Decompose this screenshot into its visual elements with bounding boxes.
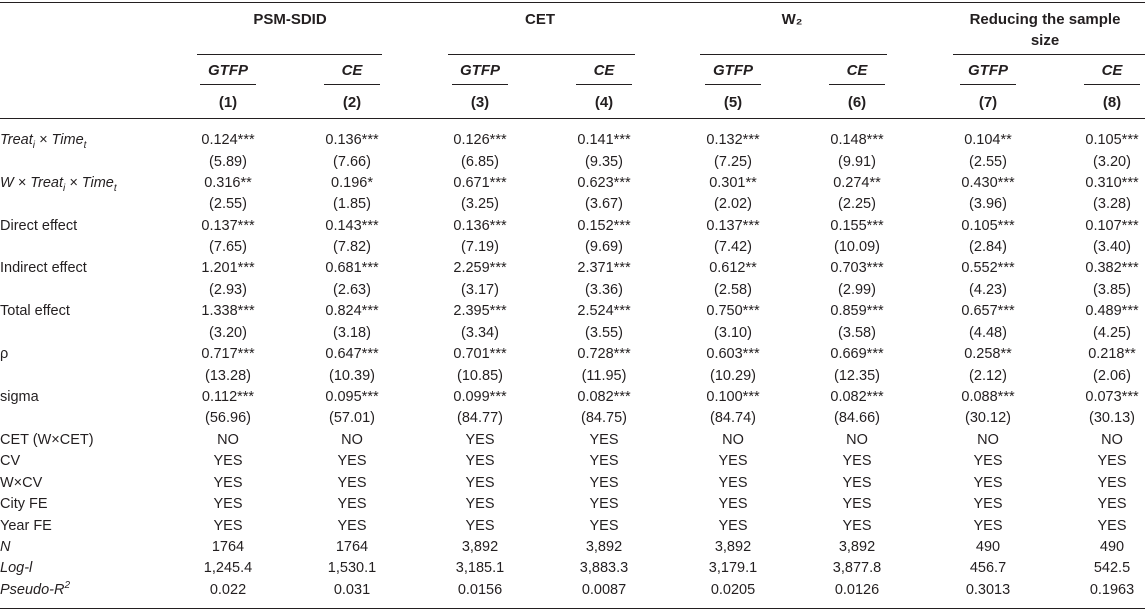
control-cell: YES [718, 496, 748, 513]
control-label [0, 538, 10, 556]
t-stat-cell: (2.63) [333, 281, 371, 298]
t-stat-cell: (1.85) [333, 196, 371, 213]
coef-cell: 0.717*** [201, 346, 255, 362]
t-stat-cell: (3.10) [714, 324, 752, 341]
control-cell: YES [589, 453, 619, 470]
coef-cell: 0.657*** [961, 303, 1015, 320]
control-label-text: Year FE [0, 517, 52, 534]
control-cell: 1,530.1 [327, 560, 377, 577]
control-cell: 0.0087 [581, 581, 627, 598]
t-stat-cell: (7.66) [333, 153, 371, 170]
coef-cell: 0.552*** [961, 260, 1015, 277]
coef-cell: 0.310*** [1085, 174, 1139, 191]
group-rule-3 [700, 54, 887, 55]
t-stat-cell: (57.01) [329, 410, 375, 427]
control-label [0, 517, 52, 535]
control-cell: 3,892 [714, 539, 752, 555]
row-label: ρ [0, 346, 9, 362]
subheader-rule-4 [576, 84, 632, 85]
control-label [0, 452, 20, 470]
t-stat-cell: (10.85) [457, 367, 503, 384]
t-stat-cell: (2.55) [209, 196, 247, 213]
control-cell: YES [842, 453, 872, 470]
coef-cell: 0.141*** [577, 132, 631, 148]
coef-cell: 0.124*** [201, 132, 255, 148]
t-stat-cell: (4.48) [969, 324, 1007, 341]
header-rule [0, 118, 1145, 119]
t-stat-cell: (3.17) [461, 281, 499, 298]
t-stat-cell: (12.35) [834, 367, 880, 384]
t-stat-cell: (7.65) [209, 239, 247, 256]
control-cell: 3,185.1 [455, 560, 505, 577]
t-stat-cell: (30.12) [965, 410, 1011, 427]
coef-cell: 0.095*** [325, 388, 379, 405]
control-cell: YES [465, 517, 495, 534]
coef-cell: 0.148*** [830, 132, 884, 148]
subheader-7: GTFP [968, 62, 1008, 79]
t-stat-cell: (2.55) [969, 153, 1007, 170]
control-cell: YES [589, 517, 619, 534]
control-cell: YES [337, 474, 367, 491]
control-label-text: CV [0, 453, 21, 470]
t-stat-cell: (2.93) [209, 281, 247, 298]
coef-cell: 0.612** [709, 260, 757, 277]
coef-cell: 0.603*** [706, 346, 760, 362]
group-rule-1 [197, 54, 382, 55]
control-label [0, 559, 32, 577]
top-rule [0, 2, 1145, 3]
row-label: Indirect effect [0, 260, 87, 277]
control-cell: YES [1097, 496, 1127, 513]
t-stat-cell: (56.96) [205, 410, 251, 427]
coef-cell: 2.371*** [577, 260, 631, 277]
t-stat-cell: (3.18) [333, 324, 371, 341]
t-stat-cell: (2.84) [969, 239, 1007, 256]
t-stat-cell: (9.35) [585, 153, 623, 170]
control-label [0, 495, 48, 513]
control-cell: YES [213, 474, 243, 491]
subheader-rule-6 [829, 84, 885, 85]
control-cell: YES [465, 474, 495, 491]
subheader-1: GTFP [208, 62, 248, 79]
t-stat-cell: (30.13) [1089, 410, 1135, 427]
coef-cell: 0.750*** [706, 303, 760, 320]
t-stat-cell: (84.74) [710, 410, 756, 427]
control-cell: YES [842, 496, 872, 513]
column-number-6: (6) [847, 94, 867, 111]
t-stat-cell: (84.66) [834, 410, 880, 427]
control-label [0, 431, 94, 449]
t-stat-cell: (10.39) [329, 367, 375, 384]
coef-cell: 0.137*** [706, 217, 760, 234]
coef-cell: 1.201*** [201, 260, 255, 277]
control-label-text: Log-l [0, 560, 33, 577]
coef-cell: 0.152*** [577, 217, 631, 234]
row-label: sigma [0, 388, 39, 405]
control-cell: YES [589, 474, 619, 491]
column-number-4: (4) [594, 94, 614, 111]
control-cell: 542.5 [1093, 560, 1131, 577]
coef-cell: 0.104** [964, 132, 1012, 148]
subheader-rule-1 [200, 84, 256, 85]
coef-cell: 0.669*** [830, 346, 884, 362]
control-cell: 0.0205 [710, 581, 756, 598]
group-header-w2: W₂ [781, 11, 803, 28]
bottom-rule [0, 608, 1145, 609]
control-cell: YES [337, 453, 367, 470]
column-number-3: (3) [470, 94, 490, 111]
subheader-4: CE [593, 62, 615, 79]
row-label: Direct effect [0, 217, 78, 234]
control-cell: YES [213, 453, 243, 470]
coef-cell: 0.155*** [830, 217, 884, 234]
control-cell: YES [1097, 517, 1127, 534]
coef-cell: 0.073*** [1085, 388, 1139, 405]
t-stat-cell: (3.85) [1093, 281, 1131, 298]
t-stat-cell: (3.25) [461, 196, 499, 213]
control-cell: NO [722, 432, 744, 448]
coef-cell: 0.430*** [961, 174, 1015, 191]
group-rule-2 [448, 54, 635, 55]
subheader-rule-8 [1084, 84, 1140, 85]
control-cell: YES [589, 496, 619, 513]
control-cell: YES [589, 432, 619, 448]
subheader-rule-3 [452, 84, 508, 85]
t-stat-cell: (2.58) [714, 281, 752, 298]
coef-cell: 0.136*** [325, 132, 379, 148]
t-stat-cell: (2.02) [714, 196, 752, 213]
control-cell: YES [973, 474, 1003, 491]
t-stat-cell: (6.85) [461, 153, 499, 170]
control-cell: YES [973, 453, 1003, 470]
coef-cell: 0.088*** [961, 388, 1015, 405]
subheader-3: GTFP [460, 62, 500, 79]
t-stat-cell: (3.36) [585, 281, 623, 298]
control-cell: NO [846, 432, 868, 448]
control-label [0, 581, 70, 599]
column-number-8: (8) [1102, 94, 1122, 111]
subheader-8: CE [1101, 62, 1123, 79]
coef-cell: 0.107*** [1085, 217, 1139, 234]
column-number-1: (1) [218, 94, 238, 111]
control-cell: YES [718, 474, 748, 491]
control-cell: NO [217, 432, 239, 448]
t-stat-cell: (2.99) [838, 281, 876, 298]
control-label-text: Pseudo-R [0, 581, 65, 598]
t-stat-cell: (5.89) [209, 153, 247, 170]
coef-cell: 0.728*** [577, 346, 631, 362]
coef-cell: 2.395*** [453, 303, 507, 320]
coef-cell: 0.701*** [453, 346, 507, 362]
control-cell: 0.3013 [965, 581, 1011, 598]
control-cell: 0.1963 [1089, 581, 1135, 598]
t-stat-cell: (3.20) [1093, 153, 1131, 170]
coef-cell: 0.099*** [453, 388, 507, 405]
subheader-2: CE [341, 62, 363, 79]
control-cell: YES [465, 496, 495, 513]
t-stat-cell: (10.09) [834, 239, 880, 256]
column-number-5: (5) [723, 94, 743, 111]
subheader-5: GTFP [713, 62, 753, 79]
coef-cell: 0.132*** [706, 132, 760, 148]
coef-cell: 0.274** [833, 174, 881, 191]
coef-cell: 0.647*** [325, 346, 379, 362]
subheader-rule-2 [324, 84, 380, 85]
control-label-text: W×CV [0, 474, 43, 491]
coef-cell: 0.489*** [1085, 303, 1139, 320]
row-label-w-treat-time: W × Treat$_i$ × Time$_t$ [0, 175, 117, 194]
t-stat-cell: (2.06) [1093, 367, 1131, 384]
t-stat-cell: (7.42) [714, 239, 752, 256]
control-cell: 3,892 [838, 539, 876, 555]
coef-cell: 0.137*** [201, 217, 255, 234]
coef-cell: 0.082*** [830, 388, 884, 405]
t-stat-cell: (9.69) [585, 239, 623, 256]
t-stat-cell: (3.28) [1093, 196, 1131, 213]
t-stat-cell: (3.58) [838, 324, 876, 341]
control-cell: 1764 [335, 539, 369, 555]
group-header-psm-sdid: PSM-SDID [253, 11, 327, 28]
t-stat-cell: (13.28) [205, 367, 251, 384]
t-stat-cell: (4.23) [969, 281, 1007, 298]
control-cell: 3,179.1 [708, 560, 758, 577]
coef-cell: 2.524*** [577, 303, 631, 320]
control-cell: YES [718, 517, 748, 534]
t-stat-cell: (2.25) [838, 196, 876, 213]
t-stat-cell: (4.25) [1093, 324, 1131, 341]
group-rule-4 [953, 54, 1145, 55]
t-stat-cell: (7.82) [333, 239, 371, 256]
coef-cell: 0.082*** [577, 388, 631, 405]
coef-cell: 0.136*** [453, 217, 507, 234]
t-stat-cell: (84.77) [457, 410, 503, 427]
control-cell: YES [842, 517, 872, 534]
coef-cell: 0.112*** [201, 388, 255, 405]
coef-cell: 0.301** [709, 174, 757, 191]
coef-cell: 0.218** [1088, 346, 1136, 362]
row-label-treat-time: Treat$_i$ × Time$_t$ [0, 132, 87, 151]
column-number-2: (2) [342, 94, 362, 111]
control-cell: YES [973, 496, 1003, 513]
coef-cell: 1.338*** [201, 303, 255, 320]
control-cell: 3,892 [585, 539, 623, 555]
coef-cell: 0.824*** [325, 303, 379, 320]
control-cell: YES [973, 517, 1003, 534]
group-header-cet: CET [525, 11, 555, 28]
t-stat-cell: (11.95) [581, 367, 627, 384]
control-label-text: City FE [0, 496, 48, 513]
coef-cell: 2.259*** [453, 260, 507, 277]
t-stat-cell: (84.75) [581, 410, 627, 427]
t-stat-cell: (7.25) [714, 153, 752, 170]
t-stat-cell: (3.20) [209, 324, 247, 341]
t-stat-cell: (3.40) [1093, 239, 1131, 256]
control-cell: NO [341, 432, 363, 448]
control-cell: 3,877.8 [832, 560, 882, 577]
control-cell: YES [337, 517, 367, 534]
subheader-6: CE [846, 62, 868, 79]
coef-cell: 0.671*** [453, 174, 507, 191]
coef-cell: 0.105*** [961, 217, 1015, 234]
control-cell: YES [1097, 474, 1127, 491]
control-label-text: N [0, 539, 11, 555]
t-stat-cell: (9.91) [838, 153, 876, 170]
control-cell: 1,245.4 [203, 560, 253, 577]
control-cell: 0.0156 [457, 581, 503, 598]
group-header-reducing-sample: Reducing the sample size [969, 11, 1121, 49]
control-cell: 3,883.3 [579, 560, 629, 577]
t-stat-cell: (3.67) [585, 196, 623, 213]
control-cell: YES [337, 496, 367, 513]
control-cell: 0.031 [333, 581, 371, 598]
control-cell: YES [213, 496, 243, 513]
control-cell: YES [465, 432, 495, 448]
row-label: Total effect [0, 303, 70, 320]
coef-cell: 0.100*** [706, 388, 760, 405]
t-stat-cell: (7.19) [461, 239, 499, 256]
t-stat-cell: (3.96) [969, 196, 1007, 213]
control-cell: 0.0126 [834, 581, 880, 598]
control-cell: 490 [975, 539, 1001, 555]
control-cell: YES [842, 474, 872, 491]
subheader-rule-7 [960, 84, 1016, 85]
column-number-7: (7) [978, 94, 998, 111]
coef-cell: 0.382*** [1085, 260, 1139, 277]
superscript-2: 2 [64, 579, 71, 591]
coef-cell: 0.126*** [453, 132, 507, 148]
control-cell: 490 [1099, 539, 1125, 555]
coef-cell: 0.105*** [1085, 132, 1139, 148]
coef-cell: 0.859*** [830, 303, 884, 320]
control-cell: NO [977, 432, 999, 448]
coef-cell: 0.316** [204, 174, 252, 191]
control-cell: NO [1101, 432, 1123, 448]
control-cell: YES [213, 517, 243, 534]
coef-cell: 0.143*** [325, 217, 379, 234]
coef-cell: 0.196* [331, 174, 373, 191]
t-stat-cell: (2.12) [969, 367, 1007, 384]
coef-cell: 0.681*** [325, 260, 379, 277]
coef-cell: 0.703*** [830, 260, 884, 277]
control-cell: 3,892 [461, 539, 499, 555]
control-cell: YES [718, 453, 748, 470]
coef-cell: 0.623*** [577, 174, 631, 191]
control-cell: YES [465, 453, 495, 470]
control-cell: 456.7 [969, 560, 1007, 577]
subheader-rule-5 [705, 84, 761, 85]
control-label [0, 474, 42, 492]
control-cell: 0.022 [209, 581, 247, 598]
control-label-text: CET (W×CET) [0, 432, 94, 448]
t-stat-cell: (3.34) [461, 324, 499, 341]
t-stat-cell: (3.55) [585, 324, 623, 341]
control-cell: YES [1097, 453, 1127, 470]
control-cell: 1764 [211, 539, 245, 555]
coef-cell: 0.258** [964, 346, 1012, 362]
t-stat-cell: (10.29) [710, 367, 756, 384]
